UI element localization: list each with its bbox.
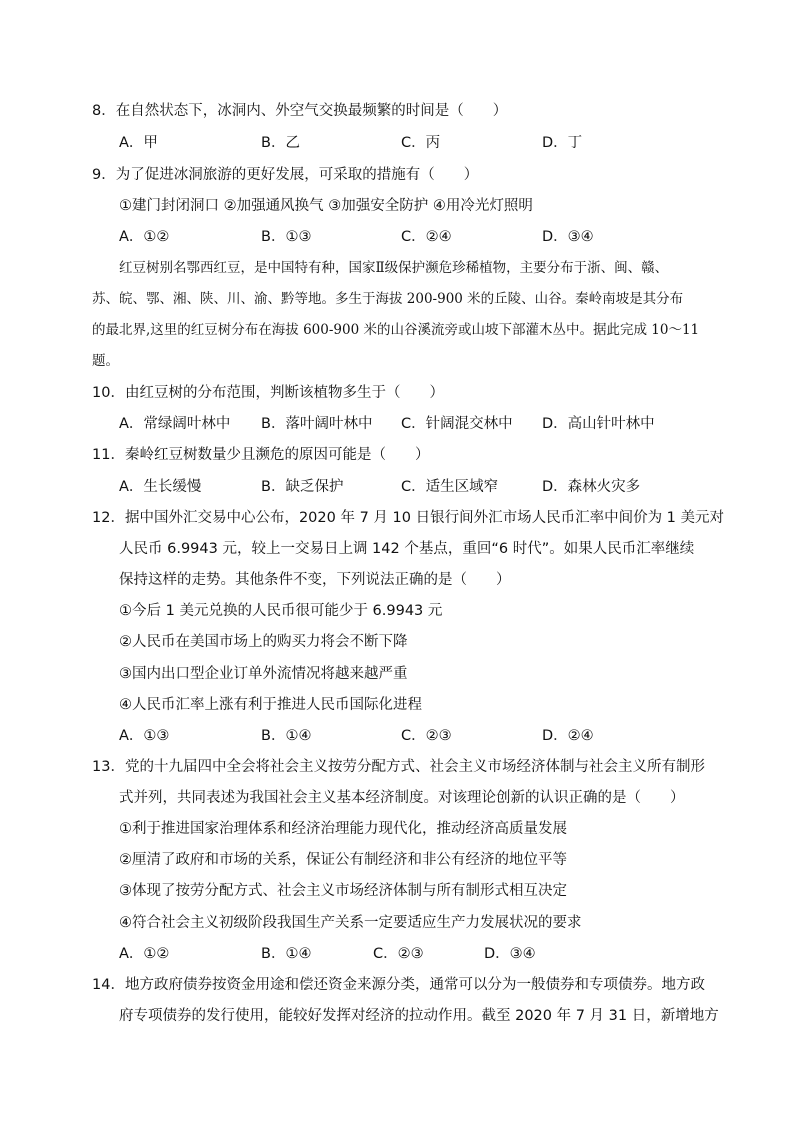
question-11-stem: 11．秦岭红豆树数量少且濒危的原因可能是（ ） bbox=[92, 447, 430, 463]
q13-statement: ①利于推进国家治理体系和经济治理能力现代化，推动经济高质量发展 bbox=[119, 821, 567, 837]
q13-option-b: B．①④ bbox=[261, 946, 312, 962]
q9-option-b: B．①③ bbox=[261, 229, 312, 245]
q12-option-c: C．②③ bbox=[401, 728, 452, 744]
passage-line: 的最北界,这里的红豆树分布在海拔 600-900 米的山谷溪流旁或山坡下部灌木丛中。据此完成 10～11 bbox=[92, 322, 700, 338]
q13-statement: ②厘清了政府和市场的关系，保证公有制经济和非公有经济的地位平等 bbox=[119, 852, 567, 868]
q11-option-b: B．缺乏保护 bbox=[261, 479, 344, 495]
q10-option-a: A．常绿阔叶林中 bbox=[119, 416, 231, 432]
q10-option-b: B．落叶阔叶林中 bbox=[261, 416, 373, 432]
passage-line: 红豆树别名鄂西红豆，是中国特有种，国家Ⅱ级保护濒危珍稀植物，主要分布于浙、闽、赣、 bbox=[119, 260, 669, 276]
question-14-stem: 府专项债券的发行使用，能较好发挥对经济的拉动作用。截至 2020 年 7 月 31 日，新增地方 bbox=[119, 1008, 719, 1024]
q12-statement: ④人民币汇率上涨有利于推进人民币国际化进程 bbox=[119, 697, 422, 713]
q12-option-b: B．①④ bbox=[261, 728, 312, 744]
question-9-stem: 9．为了促进冰洞旅游的更好发展，可采取的措施有（ ） bbox=[92, 167, 479, 183]
passage-line: 题。 bbox=[92, 353, 119, 369]
q12-option-a: A．①③ bbox=[119, 728, 170, 744]
q13-statement: ④符合社会主义初级阶段我国生产关系一定要适应生产力发展状况的要求 bbox=[119, 915, 582, 931]
q10-option-d: D．高山针叶林中 bbox=[542, 416, 655, 432]
q11-option-d: D．森林火灾多 bbox=[542, 479, 641, 495]
question-14-stem: 14．地方政府债券按资金用途和偿还资金来源分类，通常可以分为一般债券和专项债券。地方政 bbox=[92, 977, 705, 993]
q8-option-b: B．乙 bbox=[261, 135, 300, 151]
question-10-stem: 10．由红豆树的分布范围，判断该植物多生于（ ） bbox=[92, 385, 444, 401]
question-12-stem: 人民币 6.9943 元，较上一交易日上调 142 个基点，重回“6 时代”。如果人民币汇率继续 bbox=[119, 541, 695, 557]
q12-statement: ③国内出口型企业订单外流情况将越来越严重 bbox=[119, 666, 408, 682]
passage-line: 苏、皖、鄂、湘、陕、川、渝、黔等地。多生于海拔 200-900 米的丘陵、山谷。秦岭南坡是其分布 bbox=[92, 291, 684, 307]
q8-option-c: C．丙 bbox=[401, 135, 441, 151]
q8-option-a: A．甲 bbox=[119, 135, 158, 151]
question-8-stem: 8．在自然状态下，冰洞内、外空气交换最频繁的时间是（ ） bbox=[92, 103, 508, 119]
q13-option-d: D．③④ bbox=[484, 946, 536, 962]
q11-option-a: A．生长缓慢 bbox=[119, 479, 202, 495]
q13-statement: ③体现了按劳分配方式、社会主义市场经济体制与所有制形式相互决定 bbox=[119, 883, 567, 899]
q12-option-d: D．②④ bbox=[542, 728, 594, 744]
q13-option-c: C．②③ bbox=[373, 946, 424, 962]
q9-option-c: C．②④ bbox=[401, 229, 452, 245]
q11-option-c: C．适生区域窄 bbox=[401, 479, 499, 495]
q9-option-d: D．③④ bbox=[542, 229, 594, 245]
question-12-stem: 保持这样的走势。其他条件不变，下列说法正确的是（ ） bbox=[119, 572, 511, 588]
q10-option-c: C．针阔混交林中 bbox=[401, 416, 513, 432]
question-12-stem: 12．据中国外汇交易中心公布，2020 年 7 月 10 日银行间外汇市场人民币汇率中间价为 1 美元对 bbox=[92, 510, 725, 526]
question-13-stem: 13．党的十九届四中全会将社会主义按劳分配方式、社会主义市场经济体制与社会主义所有制形 bbox=[92, 759, 705, 775]
q9-option-a: A．①② bbox=[119, 229, 170, 245]
question-13-stem: 式并列，共同表述为我国社会主义基本经济制度。对该理论创新的认识正确的是（ ） bbox=[119, 790, 685, 806]
q9-choices: ①建门封闭洞口 ②加强通风换气 ③加强安全防护 ④用冷光灯照明 bbox=[119, 198, 533, 214]
q8-option-d: D．丁 bbox=[542, 135, 583, 151]
q12-statement: ②人民币在美国市场上的购买力将会不断下降 bbox=[119, 634, 408, 650]
q12-statement: ①今后 1 美元兑换的人民币很可能少于 6.9943 元 bbox=[119, 603, 443, 619]
q13-option-a: A．①② bbox=[119, 946, 170, 962]
